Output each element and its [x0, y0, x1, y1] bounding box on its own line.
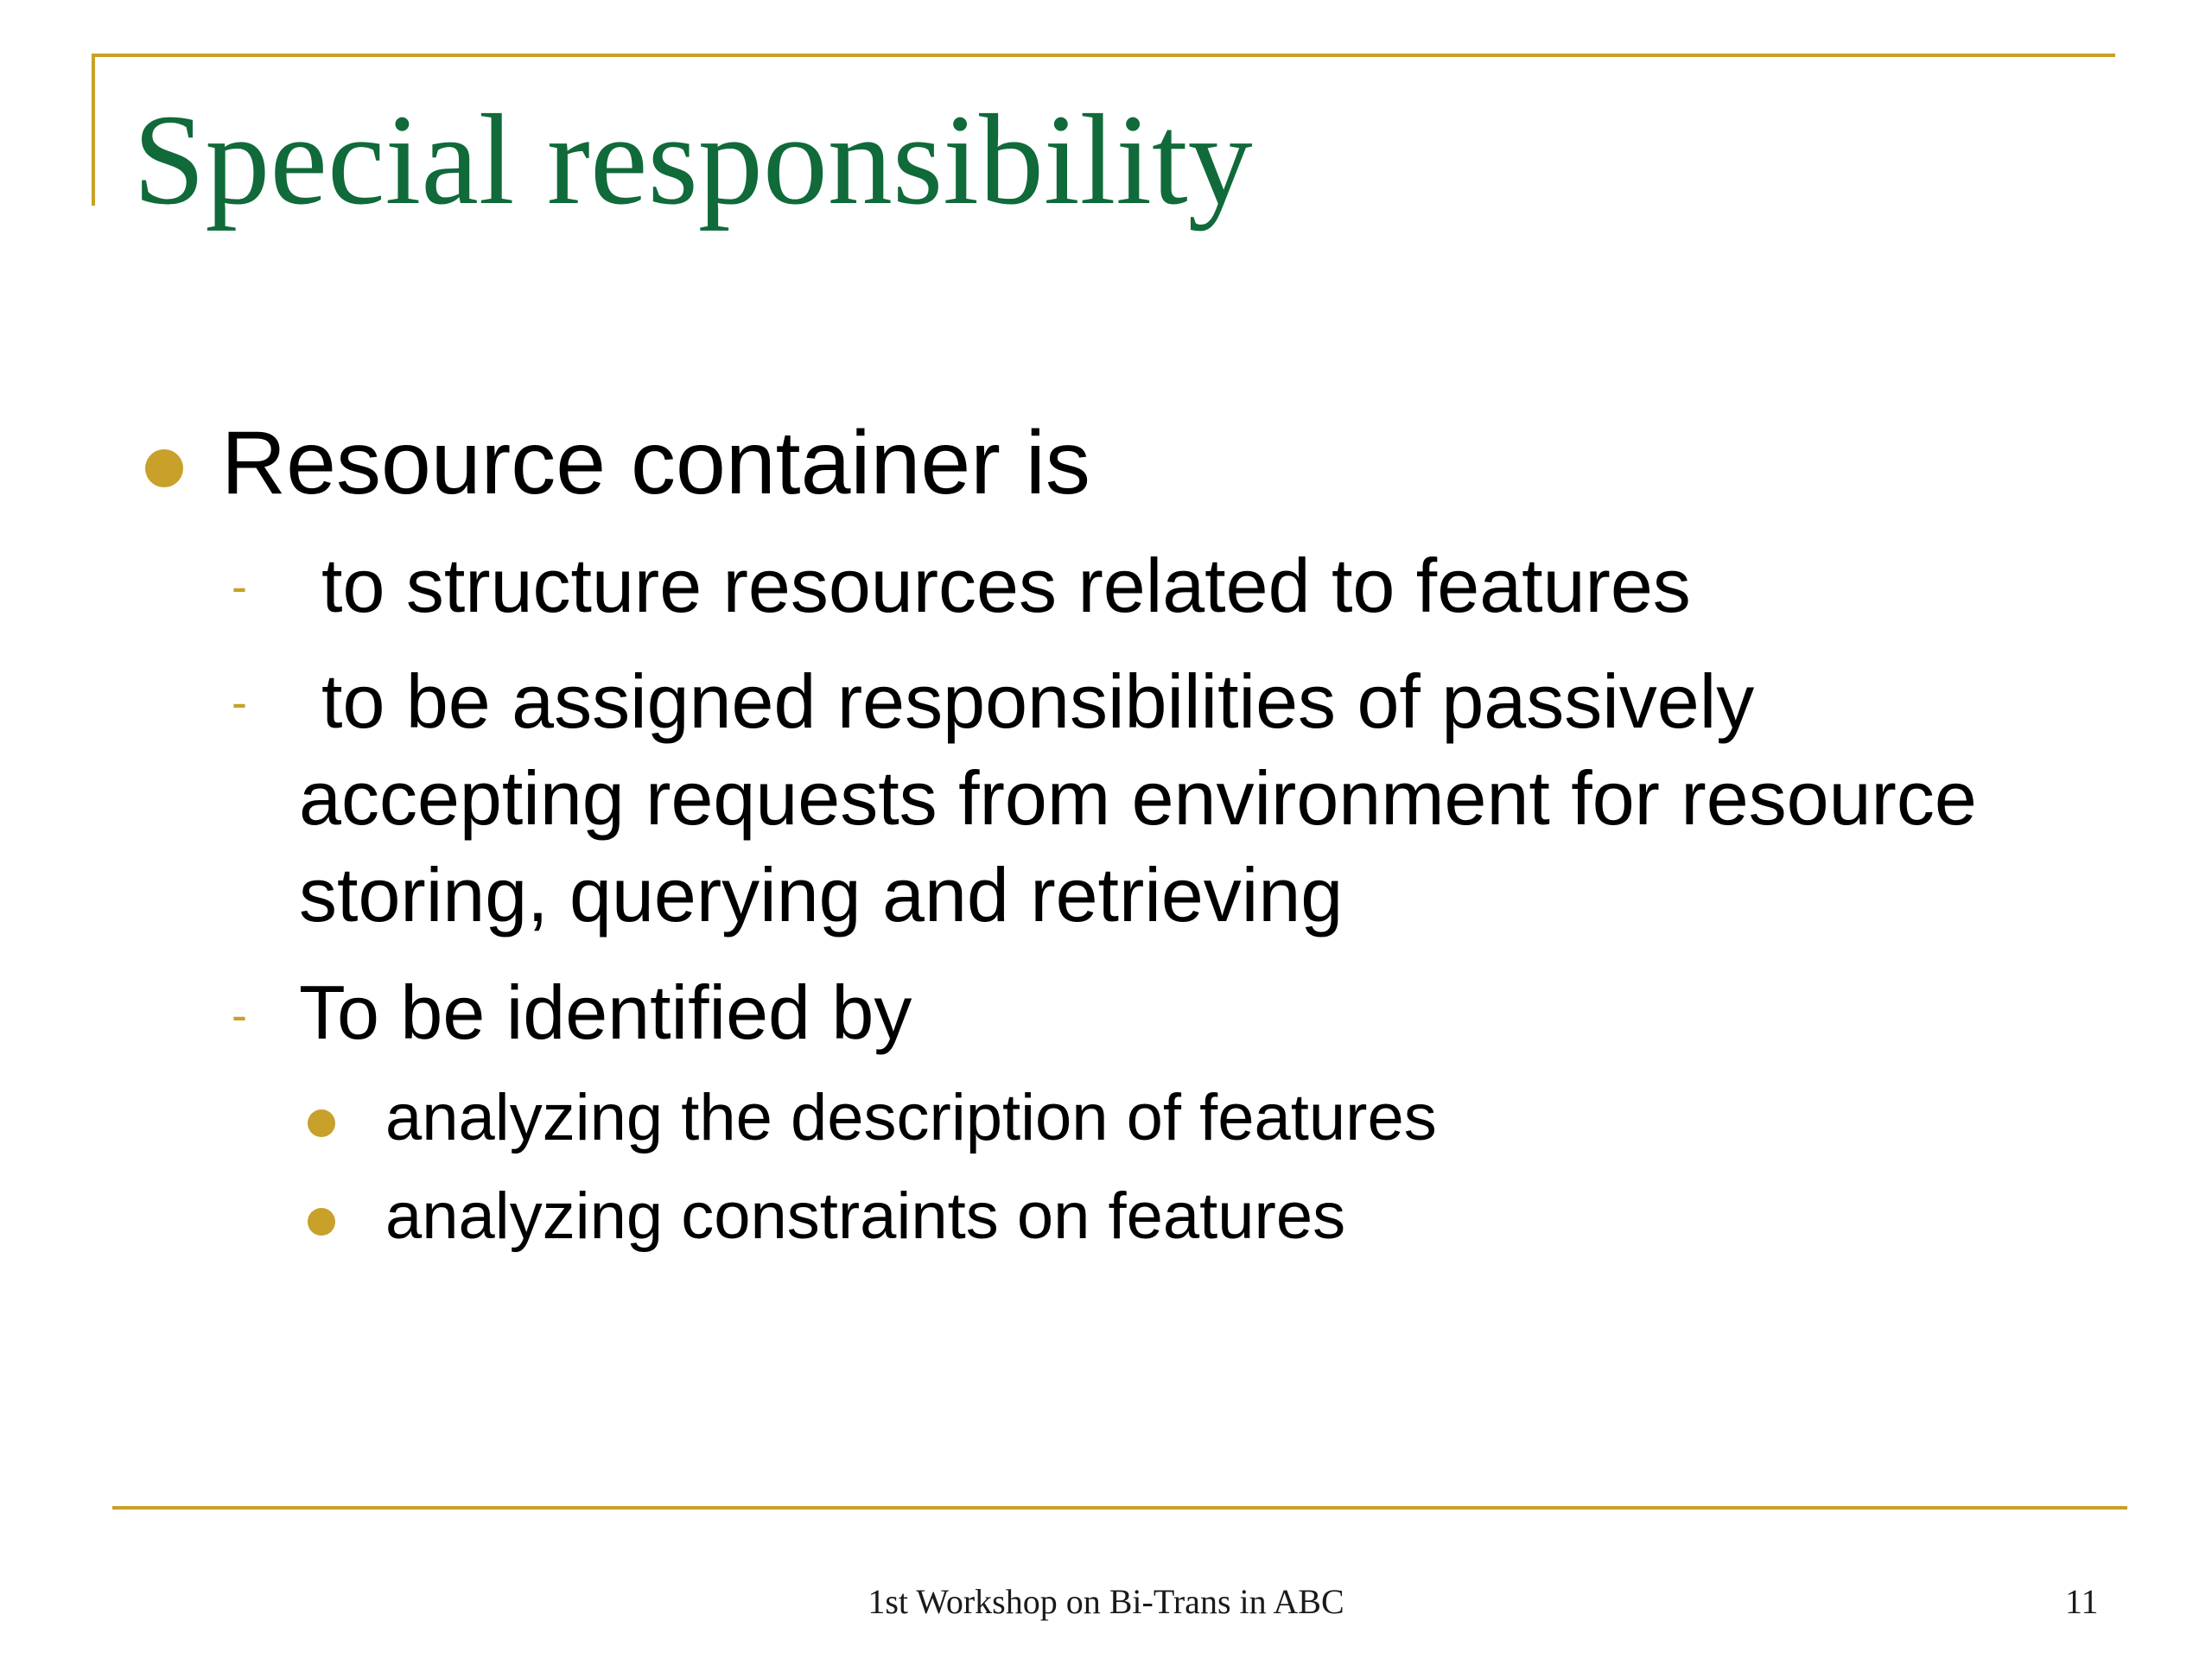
bullet-dot-icon: [145, 449, 183, 487]
dash-marker-icon: -: [232, 677, 247, 728]
subitem-2: [299, 653, 2131, 944]
subpoint-1: analyzing the description of features: [385, 1081, 1437, 1154]
dash-marker-icon: -: [232, 561, 247, 613]
footer-rule: [112, 1506, 2127, 1510]
bullet-dot-icon: [308, 1109, 335, 1137]
subpoint-2: analyzing constraints on features: [385, 1179, 1346, 1253]
subitem-3: [299, 964, 2131, 1061]
slide-title: Special responsibility: [133, 88, 1253, 232]
subitem-1: [299, 537, 2131, 634]
subitem-1-line1: to structure resources related to features: [321, 543, 1691, 628]
page-number: 11: [2065, 1582, 2099, 1621]
dash-marker-icon: -: [232, 989, 247, 1041]
bullet-dot-icon: [308, 1208, 335, 1236]
footer-text: 1st Workshop on Bi-Trans in ABC: [868, 1582, 1344, 1621]
bullet-level1: Resource container is: [221, 413, 1090, 513]
subitem-2-line2: accepting requests from environment for resource: [299, 755, 1977, 841]
subitem-3-line1: To be identified by: [299, 969, 912, 1055]
subitem-2-line3: storing, querying and retrieving: [299, 852, 1344, 938]
subitem-2-line1: to be assigned responsibilities of passively: [321, 658, 1755, 744]
